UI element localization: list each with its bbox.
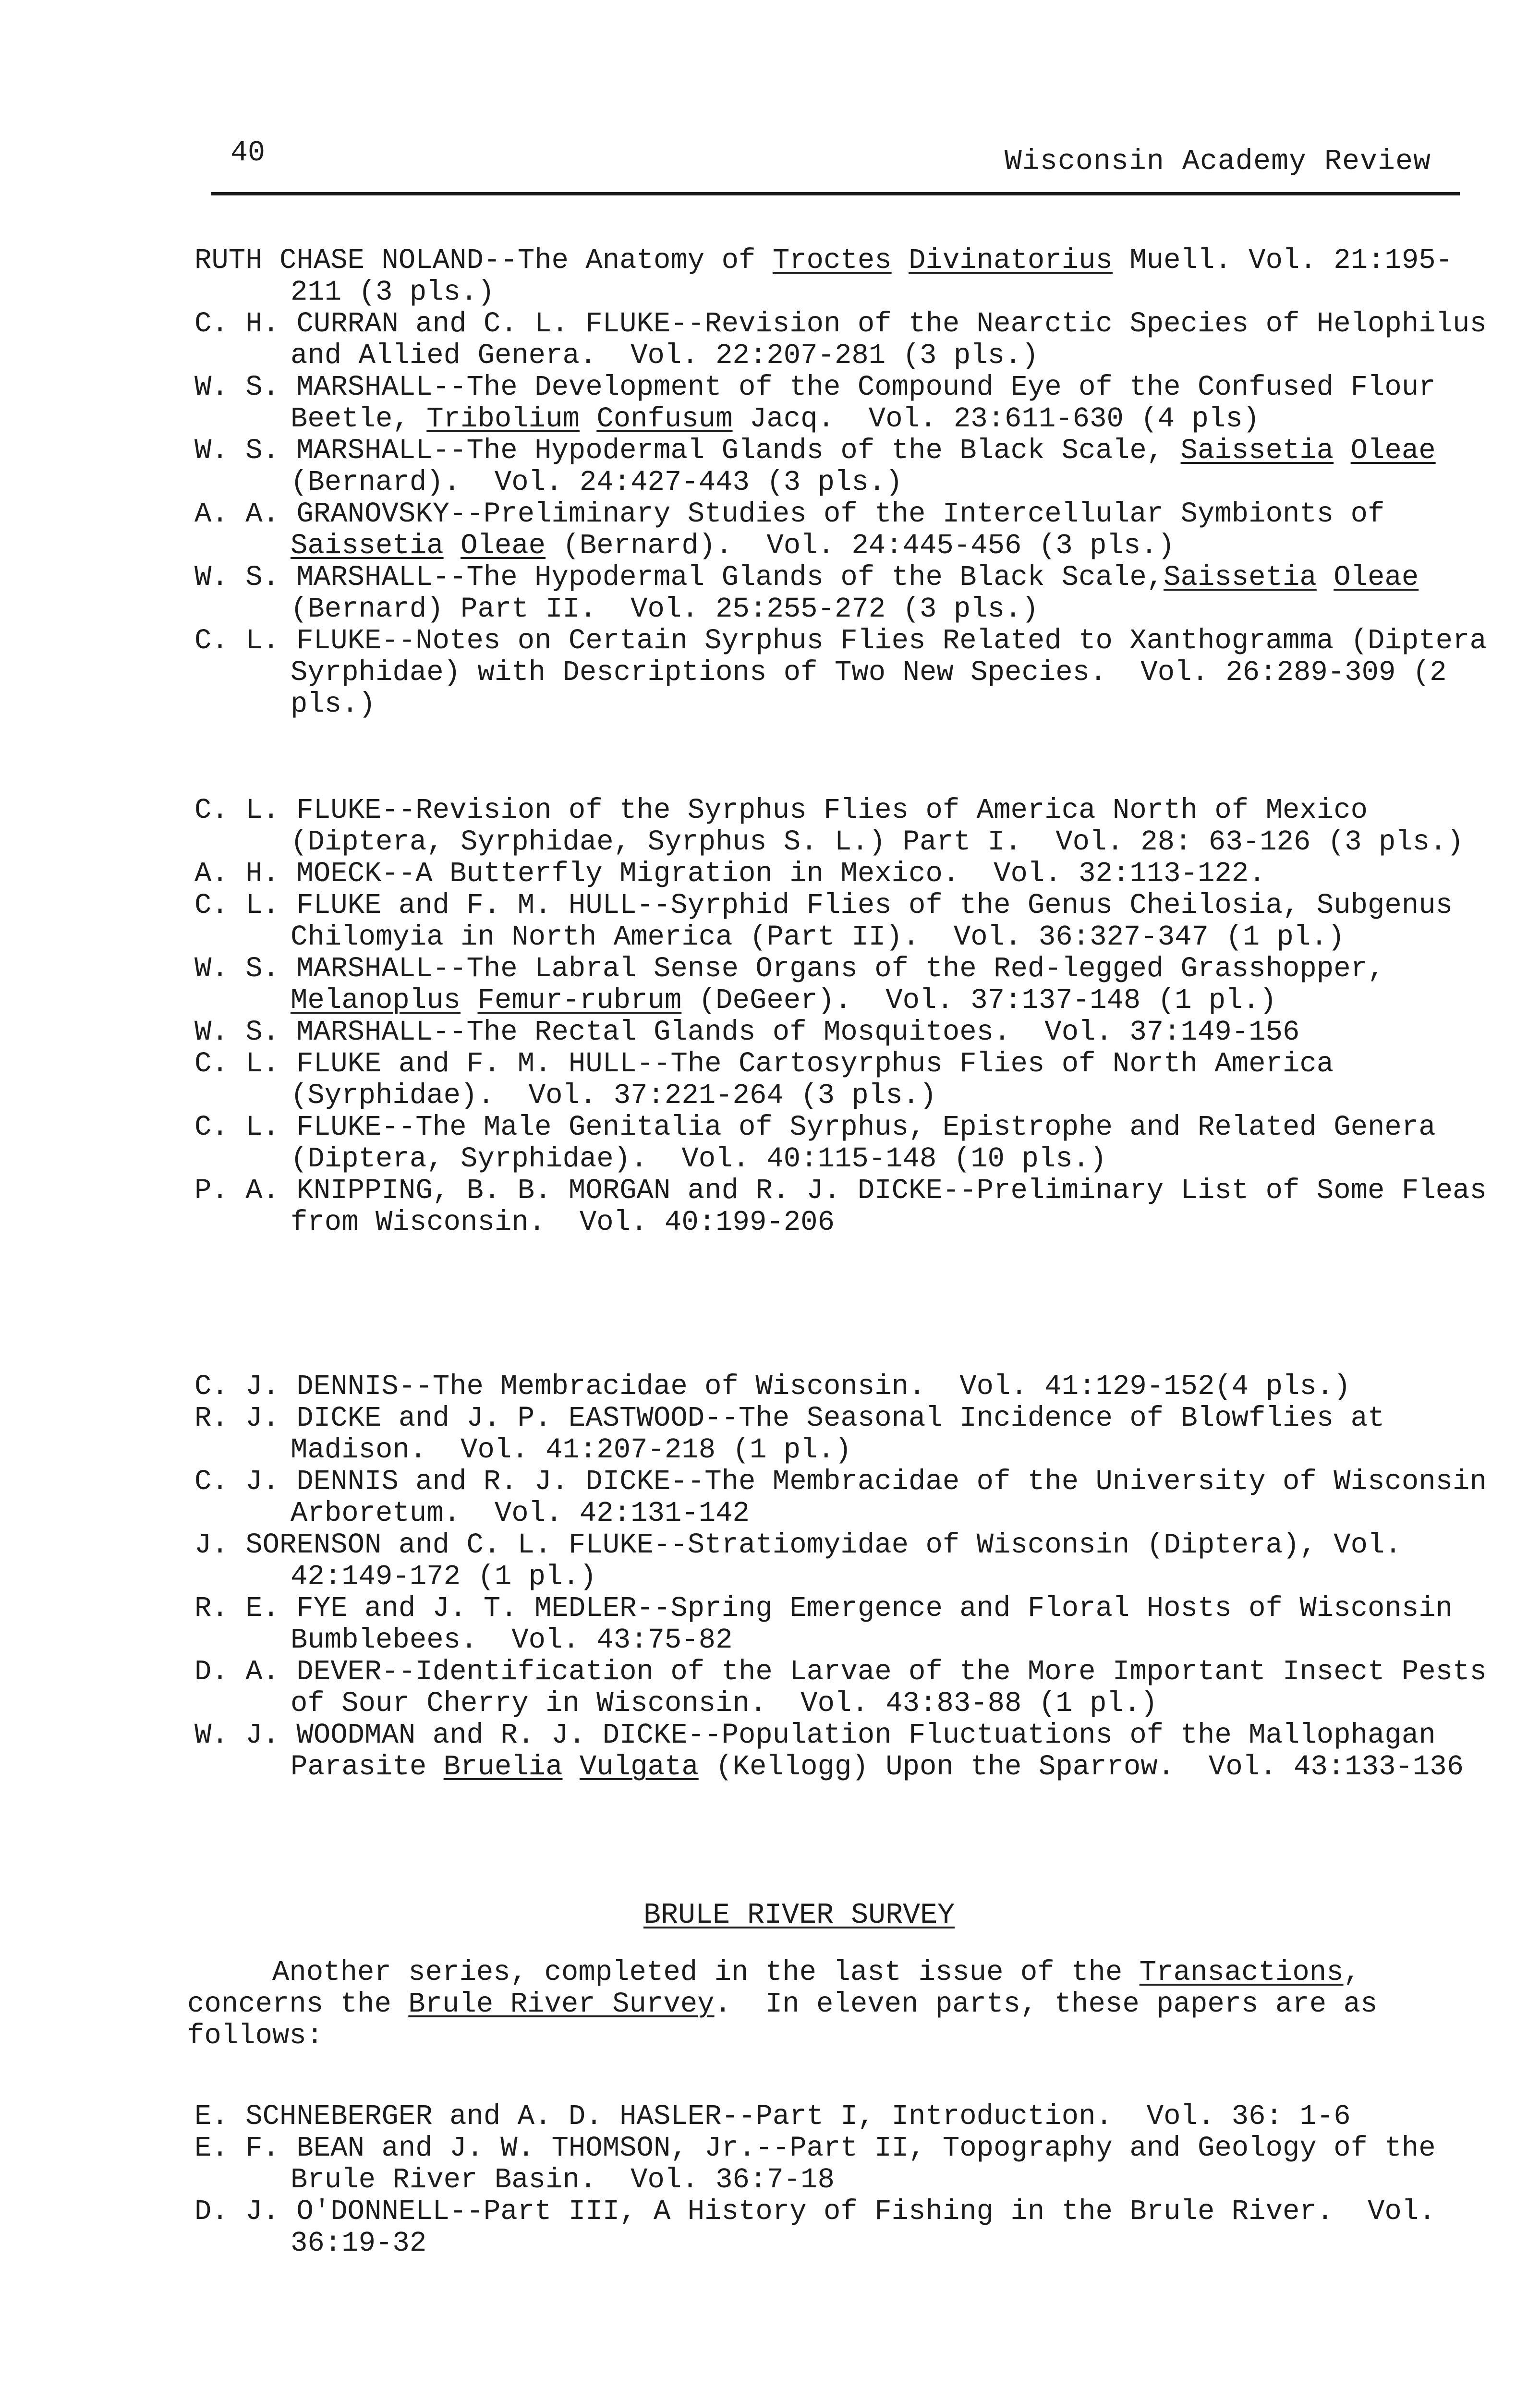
reference-authors: D. A. DEVER: [194, 1656, 382, 1688]
reference-underlined-term: Troctes: [772, 244, 892, 277]
reference-authors: C. L. FLUKE: [194, 794, 382, 826]
reference-text: Part III, A History of Fishing in the Brule River. Vol. 36:19-32: [291, 2195, 1453, 2259]
reference-text: [1317, 561, 1334, 594]
reference-entry: [194, 1175, 1504, 1238]
reference-entry: [194, 795, 1491, 858]
reference-authors: W. S. MARSHALL: [194, 561, 433, 594]
reference-authors: W. S. MARSHALL: [194, 953, 433, 985]
reference-text: The Rectal Glands of Mosquitoes. Vol. 37:149-156: [466, 1016, 1300, 1048]
reference-authors: R. E. FYE and J. T. MEDLER: [194, 1592, 637, 1625]
reference-entry: [194, 308, 1504, 372]
reference-authors: W. S. MARSHALL: [194, 371, 433, 403]
reference-entry: [194, 1371, 1491, 1403]
reference-underlined-term: Tribolium: [426, 403, 580, 435]
reference-text: (DeGeer). Vol. 37:137-148 (1 pl.): [681, 984, 1277, 1017]
reference-authors: E. F. BEAN and J. W. THOMSON, Jr.: [194, 2132, 756, 2164]
reference-authors: A. A. GRANOVSKY: [194, 498, 450, 530]
reference-entry: [194, 625, 1504, 720]
reference-underlined-term: Saissetia: [1164, 561, 1317, 594]
reference-entry: [194, 1593, 1491, 1656]
reference-entry: [194, 1048, 1491, 1112]
reference-text: The Membracidae of the University of Wisconsin Arboretum. Vol. 42:131-142: [291, 1466, 1504, 1529]
reference-separator: --: [398, 1370, 433, 1403]
reference-separator: --: [636, 889, 671, 922]
reference-authors: C. L. FLUKE: [194, 625, 382, 657]
reference-separator: --: [432, 371, 467, 403]
reference-separator: --: [721, 2100, 756, 2133]
reference-text: Notes on Certain Syrphus Flies Related to Xanthogramma (Diptera Syrphidae) with Descriptions of Two New Species. Vol. 26:289-309 (2 pls.): [291, 625, 1504, 720]
page-header: [211, 137, 1460, 195]
reference-text: Part I, Introduction. Vol. 36: 1-6: [755, 2100, 1351, 2133]
reference-underlined-term: Saissetia: [1180, 435, 1334, 467]
reference-separator: --: [449, 498, 484, 530]
reference-authors: A. H. MOECK: [194, 858, 382, 890]
intro-underlined-title: Transactions: [1139, 1956, 1344, 1989]
reference-separator: --: [755, 2132, 790, 2164]
reference-entry: [194, 1529, 1491, 1593]
reference-separator: --: [636, 1592, 671, 1625]
reference-text: The Seasonal Incidence of Blowflies at Madison. Vol. 41:207-218 (1 pl.): [291, 1402, 1402, 1466]
reference-separator: --: [636, 1048, 671, 1080]
section-heading: BRULE RIVER SURVEY: [643, 1899, 955, 1932]
reference-entry: [194, 562, 1491, 625]
reference-entry: [194, 2101, 1491, 2133]
reference-authors: C. L. FLUKE and F. M. HULL: [194, 1048, 637, 1080]
reference-authors: P. A. KNIPPING, B. B. MORGAN and R. J. DICKE: [194, 1175, 943, 1207]
reference-entry: [194, 435, 1491, 498]
reference-separator: --: [942, 1175, 977, 1207]
reference-entry: [194, 1017, 1491, 1048]
reference-text: Preliminary Studies of the Intercellular Symbionts of: [483, 498, 1402, 530]
reference-underlined-term: Femur-rubrum: [477, 984, 682, 1017]
reference-entry: [194, 1720, 1491, 1783]
reference-text: Muell. Vol. 21:195-211 (3 pls.): [291, 244, 1453, 308]
reference-text: [1334, 435, 1350, 467]
reference-authors: W. J. WOODMAN and R. J. DICKE: [194, 1719, 688, 1751]
reference-underlined-term: Saissetia: [291, 530, 444, 562]
reference-entry: [194, 953, 1491, 1017]
reference-underlined-term: Melanoplus: [291, 984, 461, 1017]
reference-separator: --: [381, 1656, 416, 1688]
reference-text: The Hypodermal Glands of the Black Scale,: [466, 435, 1181, 467]
reference-text: A Butterfly Migration in Mexico. Vol. 32:113-122.: [415, 858, 1266, 890]
reference-entry: [194, 2133, 1491, 2196]
reference-separator: --: [483, 244, 518, 277]
reference-separator: --: [432, 561, 467, 594]
reference-authors: W. S. MARSHALL: [194, 435, 433, 467]
reference-text: Identification of the Larvae of the More Important Insect Pests of Sour Cherry in Wisconsin. Vol. 43:83-88 (1 pl.): [291, 1656, 1504, 1720]
reference-entry: [194, 858, 1491, 890]
reference-entry: [194, 1656, 1504, 1720]
reference-text: Spring Emergence and Floral Hosts of Wisconsin Bumblebees. Vol. 43:75-82: [291, 1592, 1470, 1656]
intro-text: . In eleven parts, these papers are as follows:: [187, 1988, 1394, 2052]
reference-separator: --: [432, 435, 467, 467]
reference-text: (Bernard). Vol. 24:445-456 (3 pls.): [546, 530, 1175, 562]
reference-separator: --: [432, 1016, 467, 1048]
reference-separator: --: [653, 1529, 688, 1561]
reference-underlined-term: Confusum: [596, 403, 733, 435]
reference-separator: --: [381, 1111, 416, 1143]
reference-underlined-term: Oleae: [461, 530, 546, 562]
reference-authors: C. H. CURRAN and C. L. FLUKE: [194, 308, 671, 340]
reference-entry: [194, 245, 1491, 308]
reference-text: Preliminary List of Some Fleas from Wisconsin. Vol. 40:199-206: [291, 1175, 1504, 1238]
reference-text: Population Fluctuations of the Mallophagan Parasite: [291, 1719, 1453, 1783]
reference-text: The Membracidae of Wisconsin. Vol. 41:129-152(4 pls.): [432, 1370, 1351, 1403]
reference-text: (Bernard). Vol. 24:427-443 (3 pls.): [291, 435, 1453, 498]
reference-underlined-term: Vulgata: [579, 1751, 699, 1783]
reference-entry: [194, 498, 1491, 562]
reference-list-2: [194, 794, 1504, 1238]
intro-underlined-survey: Brule River Survey: [408, 1988, 715, 2020]
reference-underlined-term: Bruelia: [443, 1751, 563, 1783]
reference-text: Revision of the Syrphus Flies of America North of Mexico (Diptera, Syrphidae, Syrphus S. L.) Part I. Vol. 28: 63-126 (3 pls.): [291, 794, 1464, 858]
reference-list-3: [194, 1370, 1504, 1783]
reference-underlined-term: Oleae: [1350, 435, 1436, 467]
reference-separator: --: [381, 858, 416, 890]
reference-authors: D. J. O'DONNELL: [194, 2195, 450, 2228]
reference-separator: --: [449, 2195, 484, 2228]
page-number: 40: [230, 137, 266, 170]
reference-entry: [194, 372, 1491, 435]
reference-entry: [194, 2196, 1491, 2259]
reference-entry: [194, 1403, 1491, 1466]
reference-text: [563, 1751, 580, 1783]
reference-authors: R. J. DICKE and J. P. EASTWOOD: [194, 1402, 705, 1434]
reference-text: The Hypodermal Glands of the Black Scale,: [466, 561, 1164, 594]
reference-authors: C. L. FLUKE and F. M. HULL: [194, 889, 637, 922]
reference-authors: C. J. DENNIS and R. J. DICKE: [194, 1466, 671, 1498]
intro-text: Another series, completed in the last issue of the: [187, 1956, 1140, 1989]
reference-entry: [194, 1112, 1491, 1175]
reference-text: (Kellogg) Upon the Sparrow. Vol. 43:133-136: [698, 1751, 1464, 1783]
reference-authors: C. L. FLUKE: [194, 1111, 382, 1143]
reference-text: [580, 403, 596, 435]
reference-authors: E. SCHNEBERGER and A. D. HASLER: [194, 2100, 722, 2133]
reference-text: Revision of the Nearctic Species of Helophilus and Allied Genera. Vol. 22:207-281 (3 pls.): [291, 308, 1504, 372]
reference-text: (Bernard) Part II. Vol. 25:255-272 (3 pls.): [291, 561, 1436, 625]
reference-separator: --: [704, 1402, 739, 1434]
reference-text: The Male Genitalia of Syrphus, Epistrophe and Related Genera (Diptera, Syrphidae). Vol. 40:115-148 (10 pls.): [291, 1111, 1453, 1175]
reference-text: The Labral Sense Organs of the Red-legged Grasshopper,: [466, 953, 1402, 985]
reference-separator: --: [687, 1719, 722, 1751]
reference-underlined-term: Divinatorius: [909, 244, 1113, 277]
reference-separator: --: [381, 625, 416, 657]
reference-separator: --: [432, 953, 467, 985]
reference-text: The Anatomy of: [517, 244, 773, 277]
intro-text: , concerns the: [187, 1956, 1378, 2020]
reference-list-4: [194, 2101, 1491, 2259]
intro-paragraph: [187, 1957, 1484, 2052]
reference-text: [461, 984, 477, 1017]
reference-text: Syrphid Flies of the Genus Cheilosia, Subgenus Chilomyia in North America (Part II). Vol. 36:327-347 (1 pl.): [291, 889, 1470, 953]
reference-text: [892, 244, 909, 277]
reference-separator: --: [670, 1466, 705, 1498]
reference-text: The Cartosyrphus Flies of North America (Syrphidae). Vol. 37:221-264 (3 pls.): [291, 1048, 1351, 1112]
reference-text: The Development of the Compound Eye of the Confused Flour Beetle,: [291, 371, 1453, 435]
reference-text: [444, 530, 461, 562]
reference-authors: J. SORENSON and C. L. FLUKE: [194, 1529, 654, 1561]
reference-entry: [194, 890, 1491, 953]
reference-text: Jacq. Vol. 23:611-630 (4 pls): [732, 403, 1260, 435]
reference-separator: --: [670, 308, 705, 340]
reference-separator: --: [381, 794, 416, 826]
reference-authors: RUTH CHASE NOLAND: [194, 244, 484, 277]
journal-title: Wisconsin Academy Review: [1004, 146, 1431, 178]
reference-text: Part II, Topography and Geology of the Brule River Basin. Vol. 36:7-18: [291, 2132, 1453, 2196]
reference-entry: [194, 1466, 1504, 1529]
reference-underlined-term: Oleae: [1334, 561, 1419, 594]
reference-list-1: [194, 244, 1504, 720]
reference-authors: C. J. DENNIS: [194, 1370, 399, 1403]
reference-authors: W. S. MARSHALL: [194, 1016, 433, 1048]
reference-text: Stratiomyidae of Wisconsin (Diptera), Vol. 42:149-172 (1 pl.): [291, 1529, 1419, 1593]
